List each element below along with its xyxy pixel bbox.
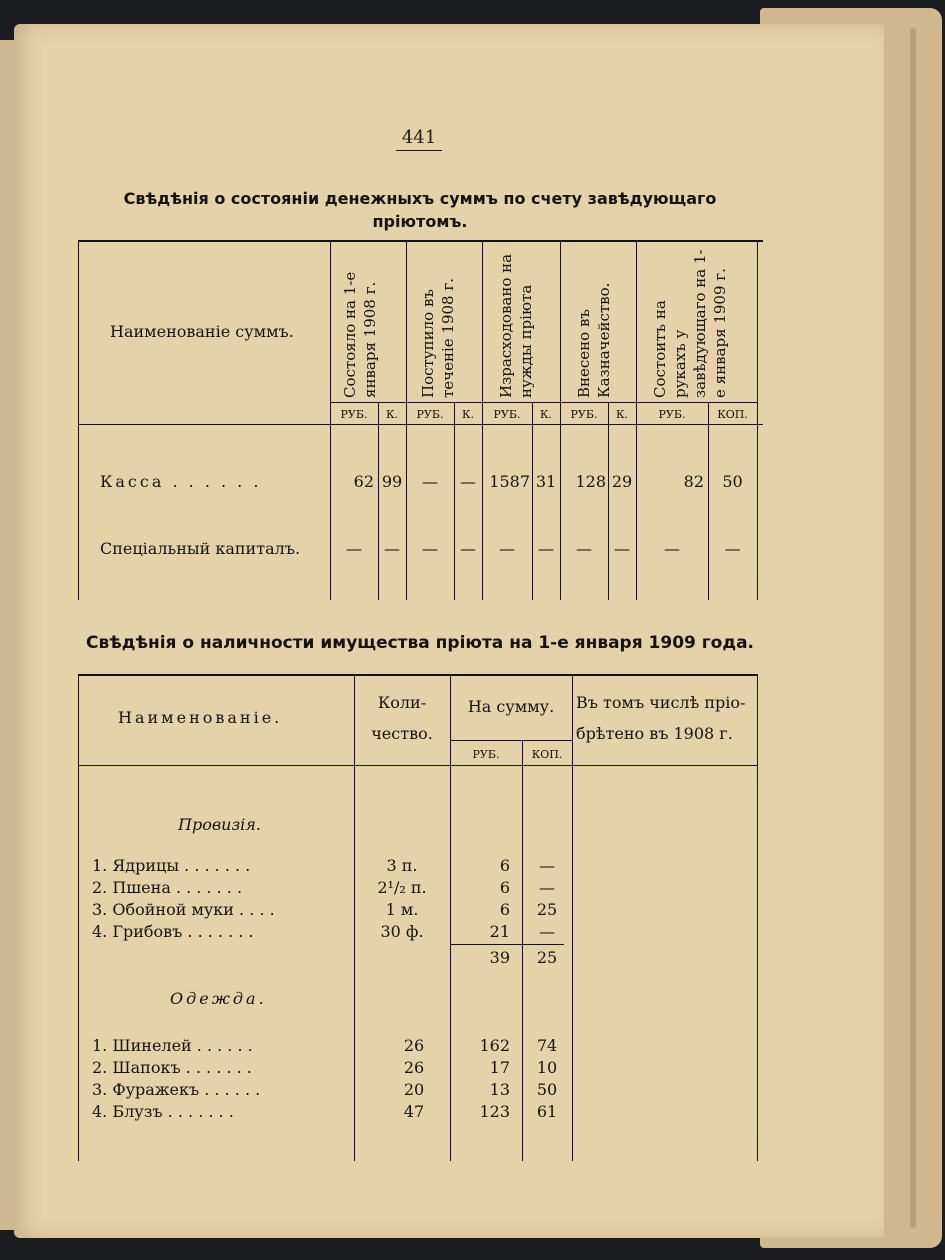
- table1-col-header: Израсходовано на нужды пріюта: [497, 253, 535, 398]
- table2-sum-rule: [450, 740, 572, 741]
- section-title: Одежда.: [170, 989, 267, 1008]
- table1-vline: [608, 403, 609, 600]
- table1-unit-rule: [330, 402, 757, 403]
- table1-cell: 1587: [489, 472, 530, 491]
- table1-cell: —: [422, 539, 438, 558]
- table1-cell: —: [614, 539, 630, 558]
- item-qty: 1 м.: [385, 900, 419, 919]
- item-qty: 26: [403, 1058, 425, 1077]
- table2-incl-header: брѣтено въ 1908 г.: [576, 724, 733, 743]
- item-kop: —: [539, 922, 555, 941]
- unit-kop: КОП.: [717, 408, 748, 421]
- table1-vline: [378, 403, 379, 600]
- table1-col-header: Состояло на 1-е января 1908 г.: [341, 271, 379, 398]
- table1-top-rule: [78, 240, 763, 242]
- table2-incl-header: Въ томъ числѣ пріо-: [576, 693, 746, 712]
- table2-vline: [757, 676, 758, 1161]
- table2-title: Свѣдѣнія о наличности имущества пріюта на 1-е января 1909 года.: [85, 633, 755, 653]
- item-qty: 26: [403, 1036, 425, 1055]
- unit-rub: РУБ.: [340, 408, 368, 421]
- table1-vline: [78, 242, 79, 600]
- table1-cell: —: [664, 539, 680, 558]
- item-rub: 123: [479, 1102, 510, 1121]
- table1-cell: 62: [353, 472, 374, 491]
- table1-cell: —: [724, 539, 741, 558]
- table1-vline: [454, 403, 455, 600]
- item-qty: 30 ф.: [380, 922, 424, 941]
- item-kop: —: [539, 856, 555, 875]
- item-name: 1. Ядрицы . . . . . . .: [92, 856, 251, 875]
- table1-cell: 29: [611, 472, 633, 491]
- unit-k: К.: [615, 408, 628, 421]
- item-kop: 74: [536, 1036, 558, 1055]
- table1-cell: 128: [575, 472, 606, 491]
- table1-cell: —: [460, 472, 476, 491]
- item-rub: 17: [489, 1058, 510, 1077]
- item-name: 4. Блузъ . . . . . . .: [92, 1102, 234, 1121]
- item-name: 2. Шапокъ . . . . . . .: [92, 1058, 252, 1077]
- section-title: Провизія.: [178, 815, 261, 834]
- subtotal-rub: 39: [489, 948, 510, 967]
- table1-cell: 82: [683, 472, 704, 491]
- table2-vline: [78, 676, 79, 1161]
- item-kop: 25: [536, 900, 558, 919]
- table1-title: Свѣдѣнія о состояніи денежныхъ суммъ по счету завѣдующаго пріютомъ.: [123, 189, 717, 231]
- table1-cell: —: [384, 539, 400, 558]
- table1-cell: —: [460, 539, 476, 558]
- table2-header-rule: [78, 765, 758, 766]
- table2-sum-header: На сумму.: [467, 697, 555, 716]
- table1-cell: —: [576, 539, 592, 558]
- table2-name-header: Наименованіе.: [118, 708, 283, 727]
- table2-vline: [572, 676, 573, 1161]
- table1-vline: [708, 403, 709, 600]
- page-edge: [910, 28, 916, 1228]
- table1-row-name: Касса . . . . . .: [100, 472, 262, 491]
- item-qty: 47: [403, 1102, 425, 1121]
- subtotal-kop: 25: [536, 948, 558, 967]
- item-name: 3. Обойной муки . . . .: [92, 900, 275, 919]
- table2-qty-header: чество.: [371, 724, 433, 743]
- table1-col-header: Состоитъ на рукахъ у завѣдующаго на 1-е января 1909 г.: [651, 249, 729, 398]
- item-qty: 20: [403, 1080, 425, 1099]
- table1-cell: 99: [381, 472, 403, 491]
- table2-subtotal-rule: [450, 944, 564, 945]
- table1-name-header: Наименованіе суммъ.: [110, 322, 294, 341]
- unit-rub: РУБ.: [493, 408, 521, 421]
- item-name: 3. Фуражекъ . . . . . .: [92, 1080, 261, 1099]
- table1-cell: —: [346, 539, 362, 558]
- table1-vline: [532, 403, 533, 600]
- table2-top-rule: [78, 674, 758, 676]
- item-name: 2. Пшена . . . . . . .: [92, 878, 243, 897]
- item-rub: 6: [499, 878, 510, 897]
- table1-cell: 31: [535, 472, 557, 491]
- item-rub: 162: [479, 1036, 510, 1055]
- item-rub: 6: [499, 856, 510, 875]
- table1-col-header: Внесено въ Казначейство.: [575, 282, 613, 398]
- item-name: 4. Грибовъ . . . . . . .: [92, 922, 254, 941]
- item-name: 1. Шинелей . . . . . .: [92, 1036, 253, 1055]
- item-qty: 2¹/₂ п.: [377, 878, 427, 897]
- table2-rub-header: РУБ.: [472, 748, 500, 761]
- unit-k: К.: [461, 408, 474, 421]
- table1-row-name: Спеціальный капиталъ.: [100, 539, 301, 558]
- table2-kop-header: КОП.: [531, 748, 563, 761]
- table1-cell: —: [422, 472, 438, 491]
- item-rub: 6: [499, 900, 510, 919]
- item-rub: 13: [489, 1080, 510, 1099]
- item-kop: 50: [536, 1080, 558, 1099]
- table1-vline: [757, 242, 758, 600]
- table1-cell: 50: [722, 472, 743, 491]
- item-kop: —: [539, 878, 555, 897]
- item-kop: 61: [536, 1102, 558, 1121]
- item-rub: 21: [489, 922, 510, 941]
- table1-col-header: Поступило въ теченіе 1908 г.: [419, 278, 457, 398]
- page-number: 441: [396, 127, 442, 151]
- item-qty: 3 п.: [386, 856, 418, 875]
- table2-qty-header: Коли-: [377, 693, 427, 712]
- unit-rub: РУБ.: [416, 408, 444, 421]
- table1-cell: —: [499, 539, 515, 558]
- unit-k: К.: [385, 408, 398, 421]
- unit-rub: РУБ.: [570, 408, 598, 421]
- unit-k: К.: [539, 408, 552, 421]
- table1-cell: —: [538, 539, 554, 558]
- unit-rub: РУБ.: [658, 408, 686, 421]
- item-kop: 10: [536, 1058, 558, 1077]
